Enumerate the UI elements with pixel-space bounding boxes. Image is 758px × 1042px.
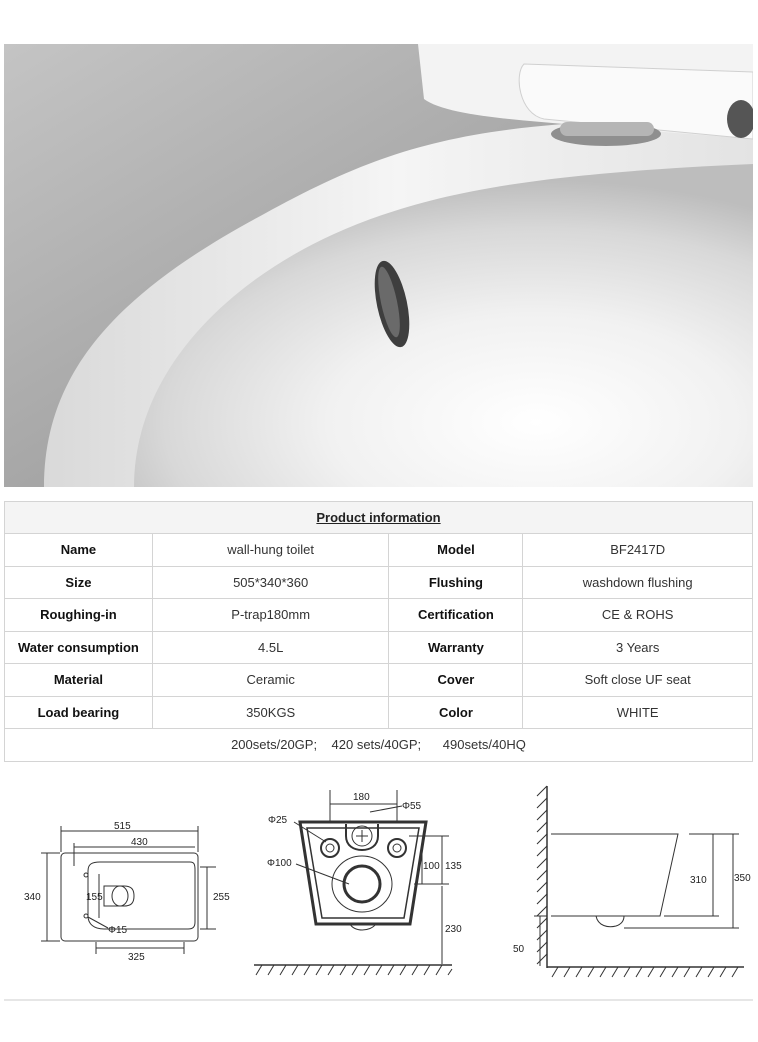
row-value: 505*340*360 <box>152 566 389 599</box>
section-divider <box>4 999 753 1001</box>
technical-drawings <box>4 776 753 986</box>
table-title-row <box>5 502 753 534</box>
table-footer-row <box>5 729 753 762</box>
row-label: Load bearing <box>5 696 153 729</box>
row-value: P-trap180mm <box>152 599 389 632</box>
row-value: WHITE <box>523 696 753 729</box>
row-value: Ceramic <box>152 664 389 697</box>
row-label: Material <box>5 664 153 697</box>
row-label: Flushing <box>389 566 523 599</box>
row-value: BF2417D <box>523 534 753 567</box>
row-label: Certification <box>389 599 523 632</box>
toilet-bowl-photo <box>4 44 753 487</box>
row-label: Water consumption <box>5 631 153 664</box>
table-row <box>5 534 753 567</box>
row-value: washdown flushing <box>523 566 753 599</box>
product-info-table <box>4 501 753 762</box>
row-value: Soft close UF seat <box>523 664 753 697</box>
table-row <box>5 664 753 697</box>
row-value: 3 Years <box>523 631 753 664</box>
row-label: Model <box>389 534 523 567</box>
dim-310: 310 <box>690 875 707 886</box>
table-title: Product information <box>5 502 753 534</box>
table-row <box>5 566 753 599</box>
row-value: wall-hung toilet <box>152 534 389 567</box>
dim-230: 230 <box>445 924 462 935</box>
row-label: Cover <box>389 664 523 697</box>
row-value: 4.5L <box>152 631 389 664</box>
loading-quantity: 200sets/20GP; 420 sets/40GP; 490sets/40HQ <box>5 729 753 762</box>
dim-phi100: Φ100 <box>267 858 292 869</box>
dim-255: 255 <box>213 892 230 903</box>
dim-430: 430 <box>131 837 148 848</box>
dim-350: 350 <box>734 873 751 884</box>
dim-50: 50 <box>513 944 525 955</box>
row-label: Color <box>389 696 523 729</box>
dim-135: 135 <box>445 861 462 872</box>
row-value: CE & ROHS <box>523 599 753 632</box>
table-row <box>5 696 753 729</box>
row-label: Size <box>5 566 153 599</box>
table-row <box>5 631 753 664</box>
dim-phi55: Φ55 <box>402 801 422 812</box>
row-label: Name <box>5 534 153 567</box>
side-view-drawing <box>534 786 744 977</box>
dim-340: 340 <box>24 892 41 903</box>
dim-515: 515 <box>114 821 131 832</box>
dim-325: 325 <box>128 952 145 963</box>
row-value: 350KGS <box>152 696 389 729</box>
dim-180: 180 <box>353 792 370 803</box>
dim-100: 100 <box>423 861 440 872</box>
row-label: Warranty <box>389 631 523 664</box>
table-row <box>5 599 753 632</box>
dim-phi15: Φ15 <box>108 925 128 936</box>
dim-155: 155 <box>86 892 103 903</box>
product-photo <box>4 44 753 487</box>
row-label: Roughing-in <box>5 599 153 632</box>
dim-phi25: Φ25 <box>268 815 288 826</box>
top-view-drawing <box>41 826 216 954</box>
